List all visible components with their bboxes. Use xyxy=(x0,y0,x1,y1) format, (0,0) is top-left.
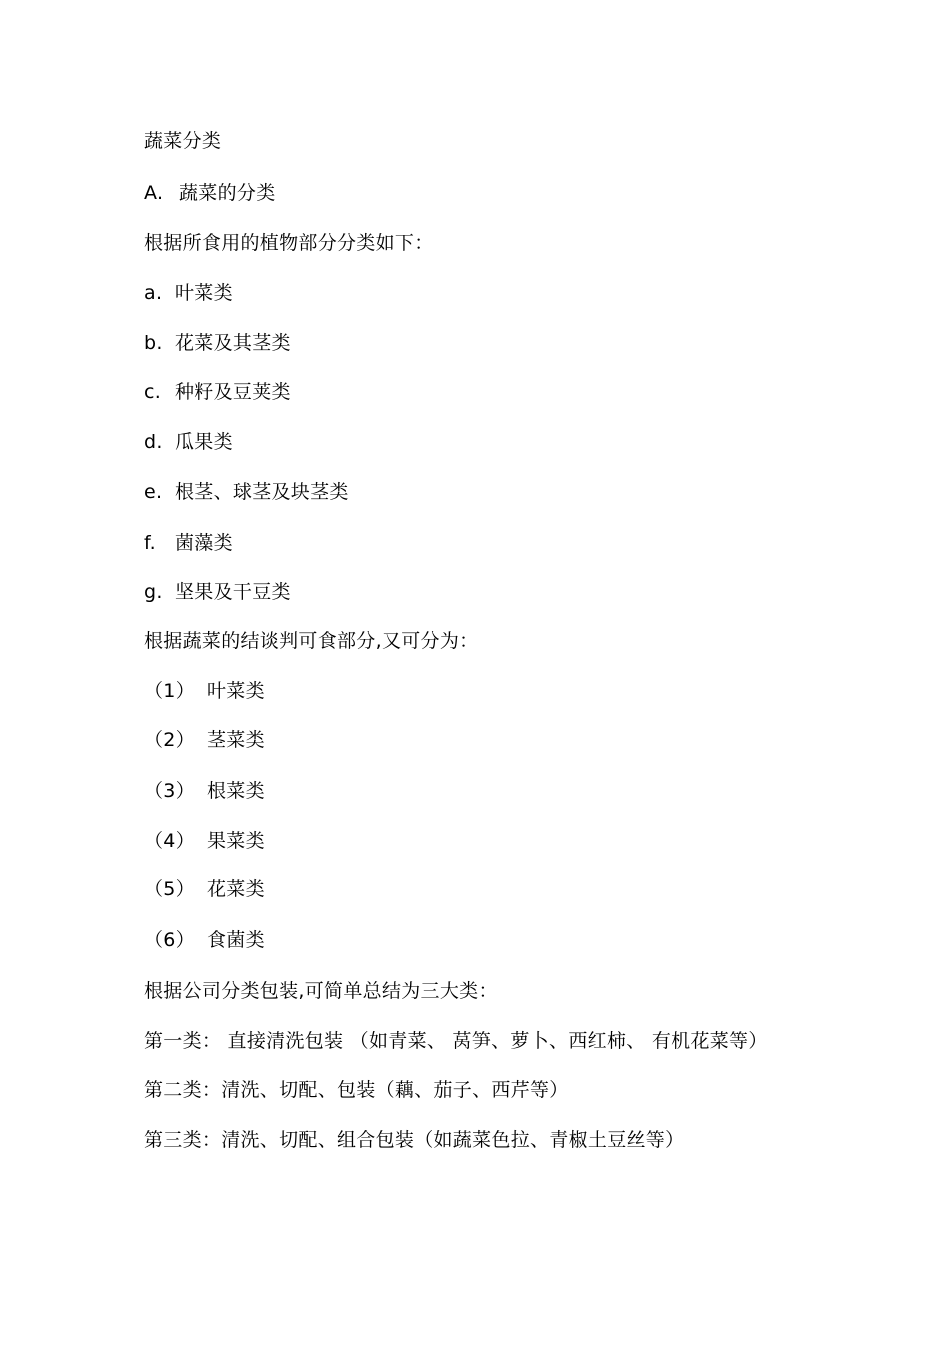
numbered-item-text: 花菜类 xyxy=(207,878,265,900)
intro-company: 根据公司分类包装,可简单总结为三大类： xyxy=(144,980,498,1002)
list-marker: b. xyxy=(144,332,163,354)
numbered-item xyxy=(144,679,265,703)
section-marker: A. xyxy=(144,182,164,204)
numbered-item-text: 根菜类 xyxy=(207,780,265,802)
numbered-marker: （2） xyxy=(144,729,195,751)
list-item-text: 叶菜类 xyxy=(175,282,233,304)
numbered-item-text: 食菌类 xyxy=(207,929,265,951)
list-item-text: 菌藻类 xyxy=(175,532,233,554)
numbered-item-text: 叶菜类 xyxy=(207,680,265,702)
numbered-marker: （3） xyxy=(144,780,195,802)
numbered-marker: （5） xyxy=(144,878,195,900)
numbered-item xyxy=(144,928,265,952)
list-item xyxy=(144,380,291,404)
list-marker: c. xyxy=(144,381,162,403)
list-item-text: 瓜果类 xyxy=(175,431,233,453)
intro-by-part: 根据所食用的植物部分分类如下： xyxy=(144,232,434,254)
company-category-3: 第三类：清洗、切配、组合包装（如蔬菜色拉、青椒土豆丝等） xyxy=(144,1129,685,1151)
list-marker: f. xyxy=(144,532,156,554)
numbered-marker: （4） xyxy=(144,830,195,852)
list-item xyxy=(144,430,233,454)
numbered-item xyxy=(144,877,265,901)
list-item xyxy=(144,480,349,504)
list-marker: a. xyxy=(144,282,163,304)
numbered-marker: （6） xyxy=(144,929,195,951)
numbered-item xyxy=(144,728,265,752)
company-category-2: 第二类：清洗、切配、包装（藕、茄子、西芹等） xyxy=(144,1079,569,1101)
list-item-text: 坚果及干豆类 xyxy=(175,581,291,603)
list-item xyxy=(144,580,291,604)
intro-by-edible: 根据蔬菜的结谈判可食部分,又可分为： xyxy=(144,630,479,652)
numbered-item-text: 茎菜类 xyxy=(207,729,265,751)
list-item-text: 花菜及其茎类 xyxy=(175,332,291,354)
section-heading-text: 蔬菜的分类 xyxy=(179,182,276,204)
list-item xyxy=(144,531,233,555)
section-heading-a xyxy=(144,181,276,205)
numbered-item xyxy=(144,779,265,803)
numbered-marker: （1） xyxy=(144,680,195,702)
list-marker: d. xyxy=(144,431,163,453)
list-item xyxy=(144,281,233,305)
list-item-text: 种籽及豆荚类 xyxy=(175,381,291,403)
document-title: 蔬菜分类 xyxy=(144,130,222,152)
list-marker: e. xyxy=(144,481,163,503)
company-category-1: 第一类： 直接清洗包装 （如青菜、 莴笋、萝卜、西红柿、 有机花菜等） xyxy=(144,1030,768,1052)
list-marker: g. xyxy=(144,581,163,603)
list-item-text: 根茎、球茎及块茎类 xyxy=(175,481,349,503)
numbered-item-text: 果菜类 xyxy=(207,830,265,852)
numbered-item xyxy=(144,829,265,853)
list-item xyxy=(144,331,291,355)
